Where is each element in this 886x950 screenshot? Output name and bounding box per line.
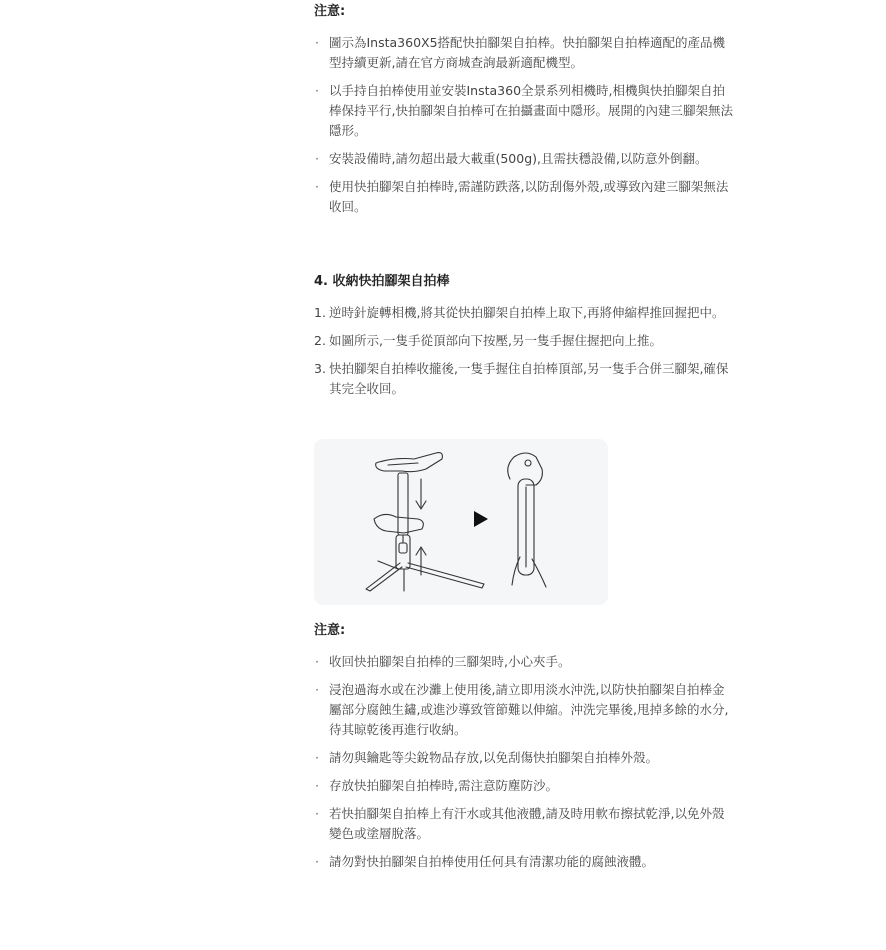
note-heading: 注意:: [314, 4, 346, 19]
note-list: [314, 652, 734, 880]
step-number: 1.: [314, 305, 326, 320]
note-item: · 浸泡過海水或在沙灘上使用後,請立即用淡水沖洗,以防快拍腳架自拍棒金屬部分腐蝕生鏽,或進沙導致管節難以伸縮。沖洗完畢後,甩掉多餘的水分,待其晾乾後再進行收納。: [315, 682, 729, 737]
bullet-mark: ·: [315, 151, 319, 166]
note-item: · 存放快拍腳架自拍棒時,需注意防塵防沙。: [314, 776, 734, 796]
bullet-mark: ·: [315, 854, 319, 869]
step-item: 3. 快拍腳架自拍棒收攏後,一隻手握住自拍棒頂部,另一隻手合併三腳架,確保其完全收回。: [314, 361, 729, 396]
bullet-mark: ·: [315, 750, 319, 765]
bullet-mark: ·: [315, 83, 319, 98]
note-item: · 使用快拍腳架自拍棒時,需謹防跌落,以防刮傷外殼,或導致內建三腳架無法收回。: [315, 179, 729, 214]
bullet-mark: ·: [315, 778, 319, 793]
note-item: · 收回快拍腳架自拍棒的三腳架時,小心夾手。: [314, 652, 734, 672]
note-heading: 注意:: [314, 623, 346, 638]
step-number: 2.: [314, 333, 326, 348]
bullet-mark: ·: [315, 35, 319, 50]
bullet-mark: ·: [315, 654, 319, 669]
bullet-mark: ·: [315, 806, 319, 821]
bullet-mark: ·: [315, 682, 319, 697]
bullet-mark: ·: [315, 179, 319, 194]
step-item: 2. 如圖所示,一隻手從頂部向下按壓,另一隻手握住握把向上推。: [314, 331, 734, 351]
note-item: · 若快拍腳架自拍棒上有汗水或其他液體,請及時用軟布擦拭乾淨,以免外殼變色或塗層脫落。: [315, 806, 725, 841]
note-item: · 請勿對快拍腳架自拍棒使用任何具有清潔功能的腐蝕液體。: [314, 852, 734, 872]
illustration-svg: [314, 439, 608, 605]
note-item: · 請勿與鑰匙等尖銳物品存放,以免刮傷快拍腳架自拍棒外殼。: [314, 748, 734, 768]
step-item: 1. 逆時針旋轉相機,將其從快拍腳架自拍棒上取下,再將伸縮桿推回握把中。: [314, 303, 734, 323]
note-item: · 安裝設備時,請勿超出最大載重(500g),且需扶穩設備,以防意外倒翻。: [314, 149, 734, 169]
steps-list: [314, 303, 734, 407]
section-heading: 4. 收納快拍腳架自拍棒: [314, 274, 450, 289]
tripod-collapse-illustration: [314, 439, 608, 605]
note-item: · 圖示為Insta360X5搭配快拍腳架自拍棒。快拍腳架自拍棒適配的產品機型持續更新,請在官方商城查詢最新適配機型。: [315, 35, 726, 70]
note-list: [314, 33, 734, 225]
note-item: · 以手持自拍棒使用並安裝Insta360全景系列相機時,相機與快拍腳架自拍棒保持平行,快拍腳架自拍棒可在拍攝畫面中隱形。展開的內建三腳架無法隱形。: [315, 83, 733, 138]
step-number: 3.: [314, 361, 326, 376]
